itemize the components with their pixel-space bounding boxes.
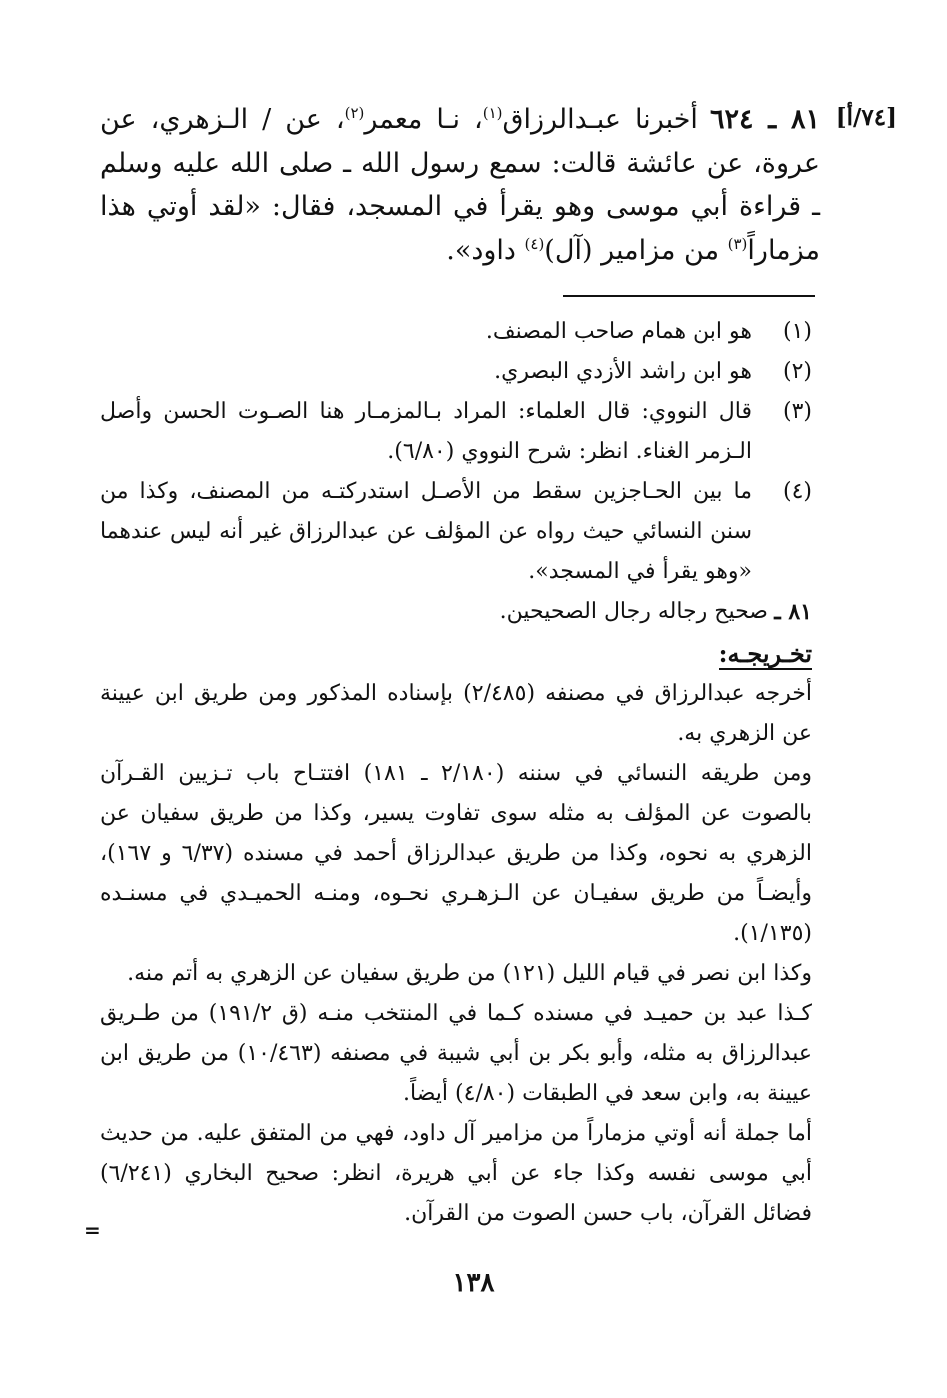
footnote-ref: (٢) bbox=[344, 104, 365, 122]
takhrij-paragraph: وكذا ابن نصر في قيام الليل (١٢١) من طريق سفيان عن الزهري به أتم منه. bbox=[127, 961, 812, 986]
hadith-number: ٨١ ـ ٦٢٤ bbox=[709, 104, 820, 135]
takhrij-heading bbox=[100, 634, 812, 674]
hadith-text-part: ، عن / الـزهري، عن عروة، عن عائشة قالت: سمع رسول الله ـ صلى الله عليه وسلم ـ قراءة أبي موسى وهو يقرأ في المسجد، فقال: «لقد أوتي هذا مزماراً bbox=[100, 104, 820, 266]
hadith-text bbox=[100, 98, 820, 272]
footnote-number: (٤) bbox=[782, 479, 812, 504]
hadith-text-part: من مزامير (آل) bbox=[544, 234, 728, 266]
takhrij-heading-text: تخـريجـه: bbox=[718, 639, 812, 668]
footnote bbox=[100, 392, 812, 472]
footnote-text: ما بين الحـاجزين سقط من الأصـل استدركتـه من المصنف، وكذا من سنن النسائي حيث رواه عن المؤلف عن عبدالرزاق غير أنه ليس عندهما «وهو يقرأ في المسجد». bbox=[100, 479, 752, 584]
takhrij-paragraph: أخرجه عبدالرزاق في مصنفه (٢/٤٨٥) بإسناده المذكور ومن طريق ابن عيينة عن الزهري به. bbox=[100, 681, 813, 746]
hadith-text-part: أخبرنا عبـدالرزاق bbox=[502, 104, 698, 135]
takhrij-paragraph: كـذا عبد بن حميـد في مسنده كـما في المنتخب منـه (ق ١٩١/٢) من طـريق عبدالرزاق به مثله، وأبو بكر بن أبي شيبة في مصنفه (١٠/٤٦٣) من طريق ابن عيينة به، وابن سعد في الطبقات (٤/٨٠) أيضاً. bbox=[100, 1001, 812, 1106]
footnote-text: هو ابن همام صاحب المصنف. bbox=[485, 319, 752, 344]
footnote-number: (٢) bbox=[782, 359, 812, 384]
footnote bbox=[100, 472, 812, 592]
footnote-number: (٣) bbox=[782, 399, 812, 424]
takhrij-paragraph: أما جملة أنه أوتي مزماراً من مزامير آل داود، فهي من المتفق عليه. من حديث أبي موسى نفسه وكذا جاء عن أبي هريرة، انظر: صحيح البخاري (٦/٢٤١) فضائل القرآن، باب حسن الصوت من القرآن. bbox=[100, 1121, 812, 1226]
footnote-number: (١) bbox=[782, 319, 812, 344]
footnote-text: قال النووي: قال العلماء: المراد بـالمزمـار هنا الصـوت الحسن وأصل الـزمر الغناء. انظر: شرح النووي (٦/٨٠). bbox=[100, 399, 753, 464]
hadith-text-part: داود». bbox=[446, 234, 525, 266]
footnote bbox=[100, 312, 812, 352]
grading-note bbox=[100, 592, 812, 632]
footnote-ref: (٣) bbox=[727, 234, 748, 253]
footnote-ref: (١) bbox=[482, 104, 503, 122]
takhrij-paragraph: ومن طريقه النسائي في سننه (٢/١٨٠ ـ ١٨١) افتتـاح باب تـزيين القـرآن بالصوت عن المؤلف به مثله سوى تفاوت يسير، وكذا من طريق سفيان عن الزهري به نحوه، وكذا من طريق عبدالرزاق أحمد في مسنده (٦/٣٧ و ١٦٧)، وأيضـاً من طريق سفيـان عن الـزهـري نحـوه، ومنـه الحميـدي في مسنـده (١/١٣٥). bbox=[100, 761, 812, 946]
footnote-ref: (٤) bbox=[524, 234, 545, 253]
hadith-text-part: ، نـا معمر bbox=[364, 104, 483, 135]
footnote bbox=[100, 352, 812, 392]
footnotes-section bbox=[100, 312, 812, 1234]
grading-text: صحيح رجاله رجال الصحيحين. bbox=[499, 599, 768, 624]
continuation-mark: = bbox=[84, 1218, 101, 1242]
footnote-separator bbox=[563, 295, 815, 297]
manuscript-folio-ref: [٧٤/أ] bbox=[835, 104, 897, 131]
footnote-text: هو ابن راشد الأزدي البصري. bbox=[494, 359, 752, 384]
page-number: ١٣٨ bbox=[452, 1268, 495, 1298]
grading-number: ٨١ ـ bbox=[774, 599, 812, 625]
